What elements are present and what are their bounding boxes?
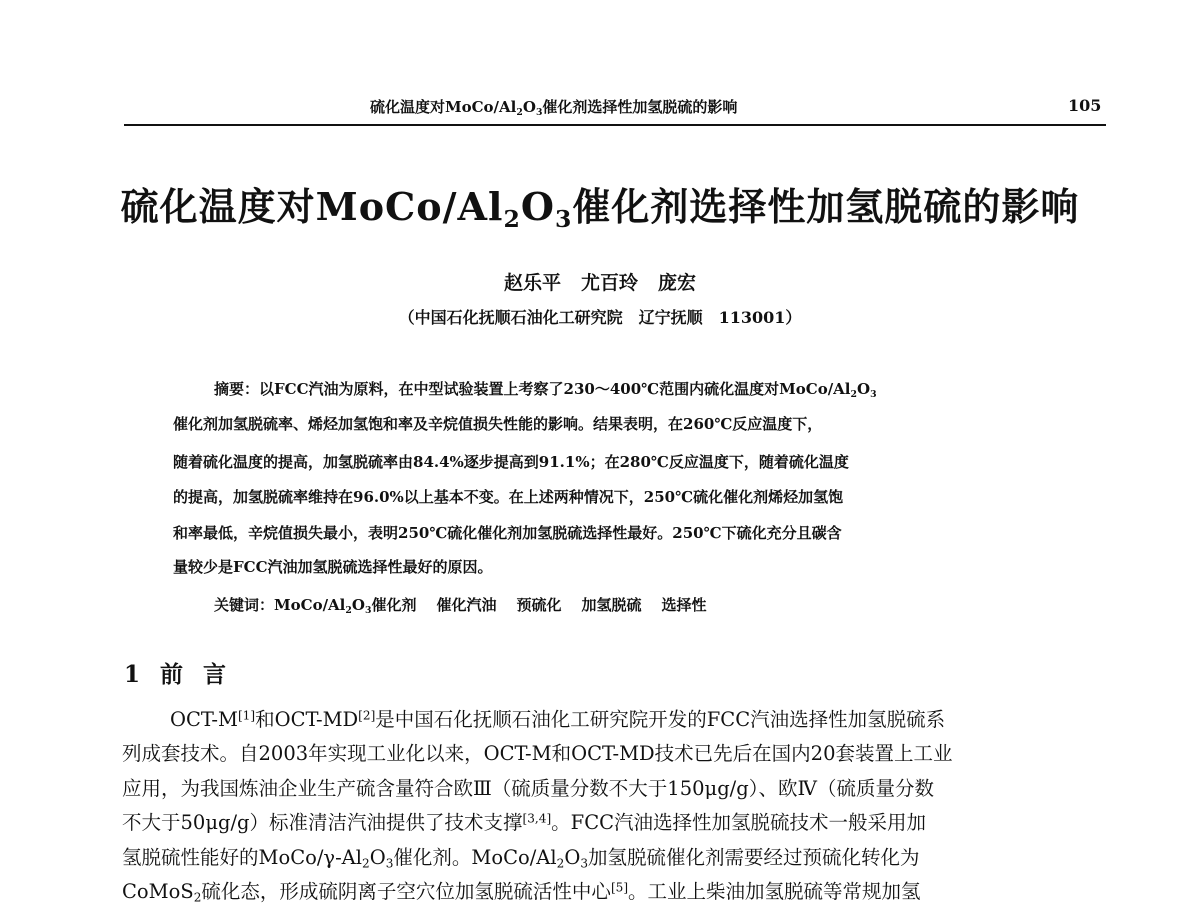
page-number: 105	[1068, 96, 1102, 115]
abstract-line: 催化剂加氢脱硫率、烯烃加氢饱和率及辛烷值损失性能的影响。结果表明，在260℃反应温度下，	[173, 415, 823, 433]
keyword: 预硫化	[516, 596, 562, 614]
body-line: 应用，为我国炼油企业生产硫含量符合欧Ⅲ（硫质量分数不大于150μg/g）、欧Ⅳ（硫质量分数	[122, 777, 934, 800]
abstract-line: 和率最低，辛烷值损失最小，表明250℃硫化催化剂加氢脱硫选择性最好。250℃下硫化充分且碳含	[173, 524, 842, 542]
running-header: 硫化温度对MoCo/$Al_2O_3$催化剂选择性加氢脱硫的影响	[370, 98, 738, 118]
abstract-line: 量较少是FCC汽油加氢脱硫选择性最好的原因。	[173, 558, 493, 576]
keywords-label: 关键词：	[214, 596, 275, 614]
body-line: 列成套技术。自2003年实现工业化以来，OCT-M和OCT-MD技术已先后在国内20套装置上工业	[122, 742, 953, 765]
abstract-line: 摘要：以FCC汽油为原料，在中型试验装置上考察了230～400℃范围内硫化温度对MoCo/$Al_2O_3$	[214, 380, 877, 400]
citation: [5]	[610, 880, 629, 895]
abstract-label: 摘要：	[214, 380, 260, 398]
author-name: 庞宏	[658, 272, 697, 294]
body-line: OCT-M[1]和OCT-MD[2]是中国石化抚顺石油化工研究院开发的FCC汽油选择性加氢脱硫系	[170, 708, 946, 731]
keyword: 加氢脱硫	[581, 596, 642, 614]
section-heading: 1 前 言	[124, 661, 233, 688]
body-line: CoMoS$_2$硫化态，形成硫阴离子空穴位加氢脱硫活性中心[5]。工业上柴油加氢脱硫等常规加氢	[122, 880, 921, 905]
keyword: 选择性	[661, 596, 707, 614]
citation: [2]	[358, 708, 376, 723]
paper-title: 硫化温度对MoCo/$Al_2O_3$催化剂选择性加氢脱硫的影响	[120, 184, 1080, 234]
abstract-line: 的提高，加氢脱硫率维持在96.0%以上基本不变。在上述两种情况下，250℃硫化催化剂烯烃加氢饱	[173, 488, 844, 506]
header-rule	[124, 124, 1106, 126]
author-list	[0, 268, 1200, 295]
body-line: 不大于50μg/g）标准清洁汽油提供了技术支撑[3,4]。FCC汽油选择性加氢脱硫技术一般采用加	[122, 811, 927, 834]
abstract-line: 随着硫化温度的提高，加氢脱硫率由84.4%逐步提高到91.1%；在280℃反应温度下，随着硫化温度	[173, 453, 849, 471]
keywords-line	[214, 594, 707, 615]
author-name: 赵乐平	[503, 272, 561, 294]
keyword: MoCo/$Al_2O_3$催化剂	[274, 596, 417, 616]
citation: [1]	[237, 708, 256, 723]
author-name: 尤百玲	[580, 272, 638, 294]
citation: [3,4]	[522, 811, 552, 826]
keyword: 催化汽油	[436, 596, 497, 614]
body-line: 氢脱硫性能好的MoCo/$\gamma-Al_2O_3$催化剂。MoCo/$Al_2O_3$加氢脱硫催化剂需要经过预硫化转化为	[122, 846, 920, 871]
affiliation: （中国石化抚顺石油化工研究院 辽宁抚顺 113001）	[398, 308, 802, 327]
